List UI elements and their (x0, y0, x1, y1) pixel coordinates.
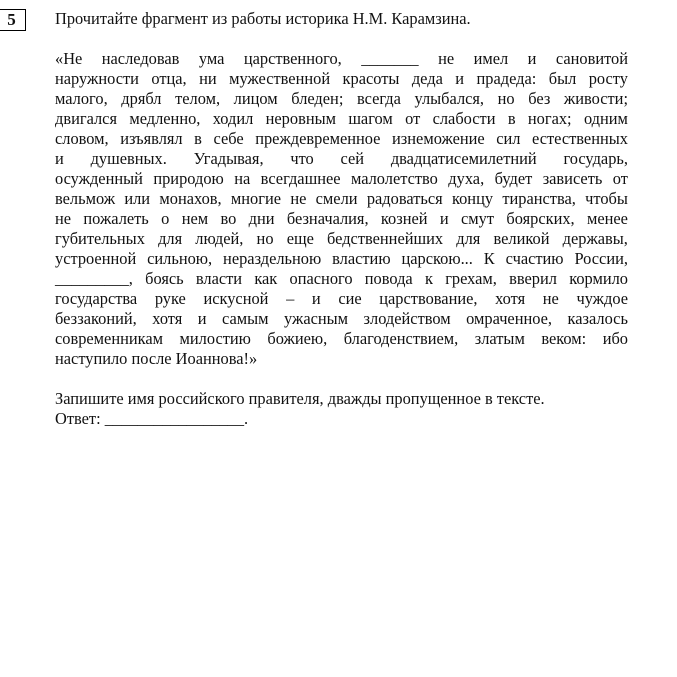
quote-line: осужденный природою на всегдашнее малолетство духа, будет зависеть от (55, 169, 628, 188)
quote-line: малого, дрябл телом, лицом бледен; всегда улыбался, но без живости; (55, 89, 629, 108)
answer-field[interactable]: Ответ: _________________. (55, 409, 249, 428)
quote-line: беззаконий, хотя и самым ужасным злодейством омраченное, казалось (55, 309, 628, 328)
quote-line: государства руке искусной – и сие царствование, хотя не чуждое (55, 289, 629, 308)
quote-line: губительных для людей, но еще бедственнейших для великой державы, (55, 229, 628, 248)
quote-line: словом, изъявлял в себе преждевременное изнеможение сил естественных (55, 129, 628, 148)
quote-block (55, 49, 628, 369)
quote-line: вельмож или монахов, многие не смели радоваться концу тиранства, чтобы (55, 189, 628, 208)
quote-line: «Не наследовав ума царственного, _______ не имел и сановитой (55, 49, 629, 68)
question-content (55, 9, 628, 429)
quote-line: двигался медленно, ходил неровным шагом от слабости в ногах; одним (55, 109, 628, 128)
question-intro: Прочитайте фрагмент из работы историка Н.М. Карамзина. (55, 9, 471, 28)
quote-line: наступило после Иоаннова!» (55, 349, 258, 368)
quote-line: и душевных. Угадывая, что сей двадцатисемилетний государь, (55, 149, 628, 168)
quote-line: наружности отца, ни мужественной красоты деда и прадеда: был росту (55, 69, 628, 88)
quote-line: не пожалеть о нем во дни безначалия, козней и смут боярских, менее (55, 209, 628, 228)
question-number: 5 (0, 9, 26, 31)
task-text: Запишите имя российского правителя, дважды пропущенное в тексте. (55, 389, 545, 408)
quote-line: современникам милостию божиею, благоденствием, златым веком: ибо (55, 329, 628, 348)
quote-line: _________, боясь власти как опасного повода к грехам, вверил кормило (55, 269, 628, 288)
quote-line: устроенной сильною, нераздельною властию царскою... К счастию России, (55, 249, 628, 268)
